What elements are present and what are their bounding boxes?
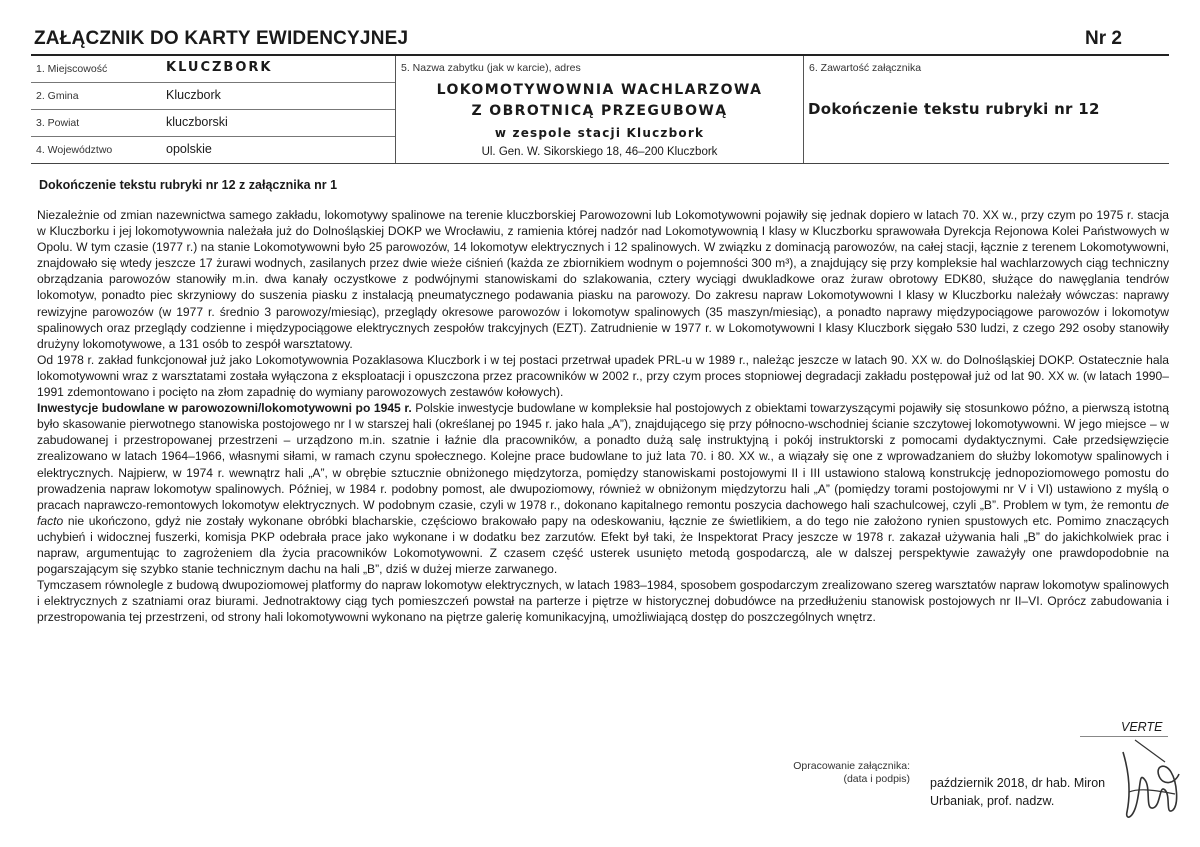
body-text bbox=[37, 207, 1169, 625]
field-row-commune bbox=[31, 83, 395, 110]
field-value-voivodeship: opolskie bbox=[166, 142, 212, 156]
monument-name-line2: Z OBROTNICĄ PRZEGUBOWĄ bbox=[471, 103, 728, 119]
field-value-county: kluczborski bbox=[166, 115, 228, 129]
header-grid bbox=[31, 54, 1169, 164]
handwritten-signature bbox=[1115, 732, 1185, 827]
monument-name-line1: LOKOMOTYWOWNIA WACHLARZOWA bbox=[436, 82, 763, 98]
field-label: 2. Gmina bbox=[36, 90, 79, 102]
field-label: 1. Miejscowość bbox=[36, 63, 108, 75]
field-row-locality bbox=[31, 56, 395, 83]
field-label: 3. Powiat bbox=[36, 117, 80, 129]
paragraph-3-tail: nie ukończono, gdyż nie zostały wykonane obróbki blacharskie, częściowo brakowało papy na odeskowaniu, łącznie ze świetlikiem, a do tego nie założono rynien spustowych etc. Pomimo znaczących uchybień i widocznej fuszerki, komisja PKP odebrała prace jako wykonane i w dodatku bez zarzutów. Efekt był taki, że Inspektorat Pracy jeszcze w 1978 r. zakazał używania hali „B” do jakichkolwiek prac i napraw, argumentując to zagrożeniem dla życia pracowników Lokomotywowni. Z czasem część usterek usunięto metodą gospodarczą, ale w dalszej perspektywie zaważyły one prawdopodobnie na pogarszającym się szybko stanie technicznym dachu na hali „B”, dziś w dużej mierze zarwanego. bbox=[37, 513, 1169, 577]
document-title: ZAŁĄCZNIK DO KARTY EWIDENCYJNEJ bbox=[34, 28, 409, 49]
contents-value: Dokończenie tekstu rubryki nr 12 bbox=[808, 100, 1100, 118]
paragraph-2: Od 1978 r. zakład funkcjonował już jako Lokomotywownia Pozaklasowa Kluczbork i w tej postaci przetrwał upadek PRL-u w 1989 r., należąc jeszcze w latach 90. XX w. do Dolnośląskiej DOKP. Ostatecznie hala lokomotywowni wraz z warsztatami została wyłączona z eksploatacji i opuszczona przez pracowników w 2002 r., przy czym proces stopniowej degradacji zakładu postępował już od lat 90. XX w. (w latach 1990–1991 zdemontowano i pocięto na złom zapadnię do wymiany parowozowych zestawów kołowych). bbox=[37, 352, 1169, 400]
field-row-voivodeship bbox=[31, 137, 395, 166]
location-column bbox=[31, 56, 396, 163]
prepared-by-date-author: październik 2018, dr hab. Miron bbox=[930, 776, 1106, 790]
monument-complex: w zespole stacji Kluczbork bbox=[494, 126, 705, 140]
prepared-by-label-line2: (data i podpis) bbox=[843, 773, 910, 785]
prepared-by-label bbox=[770, 760, 910, 786]
field-value-commune: Kluczbork bbox=[166, 88, 221, 102]
prepared-by-label-line1: Opracowanie załącznika: bbox=[793, 760, 910, 772]
paragraph-3-italic: de facto bbox=[37, 497, 1169, 528]
prepared-by-value bbox=[930, 774, 1130, 810]
verte-label: VERTE bbox=[1121, 720, 1163, 734]
paragraph-4: Tymczasem równolegle z budową dwupoziomowej platformy do napraw lokomotyw elektrycznych, w latach 1983–1984, sposobem gospodarczym zrealizowano szereg warsztatów napraw lokomotyw spalinowych i elektrycznych z szatniami oraz biurami. Jednotraktowy ciąg tych pomieszczeń powstał na parterze i piętrze w historycznej dobudówce na przedłużeniu stanowisk postojowych nr II–VI. Oprócz zabudowania i przestropowania tej przestrzeni, od strony hali lokomotywowni wykonano na piętrze galerię komunikacyjną, umożliwiającą dostęp do poszczególnych wnętrz. bbox=[37, 578, 1169, 625]
paragraph-3-heading: Inwestycje budowlane w parowozowni/lokomotywowni po 1945 r. bbox=[37, 401, 412, 416]
contents-column bbox=[804, 56, 1169, 163]
prepared-by-title: Urbaniak, prof. nadzw. bbox=[930, 794, 1055, 808]
contents-label: 6. Zawartość załącznika bbox=[809, 62, 922, 74]
attachment-number: Nr 2 bbox=[1085, 28, 1122, 49]
paragraph-1: Niezależnie od zmian nazewnictwa samego zakładu, lokomotywy spalinowe na terenie kluczborskiej Parowozowni lub Lokomotywowni pojawiły się jednak dopiero w latach 70. XX w., przy czym po 1975 r. stacja w Kluczborku i jej lokomotywownia należała już do Dolnośląskiej DOKP we Wrocławiu, z ramienia której nadzór nad Lokomotywownią I klasy w Kluczborku sprawowała Dyrekcja Rejonowa Kolei Państwowych w Opolu. W tym czasie (1977 r.) na stanie Lokomotywowni było 25 parowozów, 14 lokomotyw elektrycznych i 12 spalinowych. W związku z dominacją parowozów, na całej stacji, łącznie z terenem Lokomotywowni, znajdowało się wtedy jeszcze 17 żurawi wodnych, zasilanych przez dwie wieże ciśnień (każda ze zbiornikiem wodnym o pojemności 300 m³), a znajdujący się przy kompleksie hal wachlarzowych ciąg techniczny obrządzania parowozów stanowiły m.in. dwa kanały oczystkowe z podwójnymi stanowiskami do szlakowania, cztery wyciągi dwukladkowe oraz żuraw obrotowy EDK80, służące do nawęglania tendrów lokomotyw, ponadto piec skrzyniowy do suszenia piasku z instalacją pneumatycznego podawania piasku na parowozy. Do zakresu napraw Lokomotywowni I klasy w Kluczborku należały wówczas: naprawy rewizyjne parowozów (w 1977 r. średnio 3 parowozy/miesiąc), przeglądy okresowe parowozów i lokomotyw spalinowych (35 maszyn/miesiąc), a ponadto naprawy międzypociągowe parowozów i lokomotyw spalinowych oraz przeglądy codzienne i międzypociągowe elektrycznych zespołów trakcyjnych (EZT). Zatrudnienie w 1977 r. w Lokomotywowni I klasy Kluczbork sięgało 530 ludzi, z czego 292 osoby stanowiły drużyny lokomotywowe, a 131 osób to zespół warsztatowy. bbox=[37, 208, 1169, 351]
monument-column bbox=[396, 56, 804, 163]
monument-address: Ul. Gen. W. Sikorskiego 18, 46–200 Kluczbork bbox=[481, 146, 718, 158]
paragraph-3-text: Polskie inwestycje budowlane w kompleksie hal postojowych z obiektami towarzyszącymi pojawiły się stosunkowo późno, a pierwszą istotną było skasowanie pierwotnego stanowiska postojowego nr I w starszej hali (określanej po 1945 r. jako hala „A”), znajdującego się przy północno-wschodniej ścianie szczytowej lokomotywowni. W jego miejsce – w zabudowanej i przestropowanej przestrzeni – urządzono m.in. szatnie i łaźnie dla pracowników, a ponadto dużą salę instruktyjną i pokój instruktorski z pomocami dydaktycznymi. Całe przedsięwzięcie zrealizowano w latach 1964–1966, własnymi siłami, w ramach czynu społecznego. Kolejne prace budowlane to już lata 70. i 80. XX w., a wiązały się one z wprowadzaniem do służby lokomotyw spalinowych i elektrycznych. Najpierw, w 1974 r. wewnątrz hali „A”, w obrębie sztucznie obniżonego międzytorza, pomiędzy stanowiskami postojowymi II i III ustawiono stalową konstrukcję jednopoziomowego pomostu do prowadzenia napraw lokomotyw spalinowych. Później, w 1984 r. podobny pomost, ale dwupoziomowy, również w obniżonym międzytorzu hali „A” (pomiędzy torami postojowymi nr V i VI) ustawiono z myślą o pracach naprawczo-remontowych lokomotyw elektrycznych. W podobnym czasie, czyli w 1978 r., dokonano kapitalnego remontu poszycia dachowego hali szachulcowej, czyli „B”. Problem w tym, że remontu bbox=[37, 401, 1169, 512]
field-value-locality: KLUCZBORK bbox=[166, 60, 273, 75]
monument-label: 5. Nazwa zabytku (jak w karcie), adres bbox=[401, 62, 581, 74]
paragraph-3 bbox=[37, 400, 1169, 577]
field-label: 4. Województwo bbox=[36, 144, 113, 156]
field-row-county bbox=[31, 110, 395, 137]
section-title: Dokończenie tekstu rubryki nr 12 z załącznika nr 1 bbox=[39, 178, 338, 192]
